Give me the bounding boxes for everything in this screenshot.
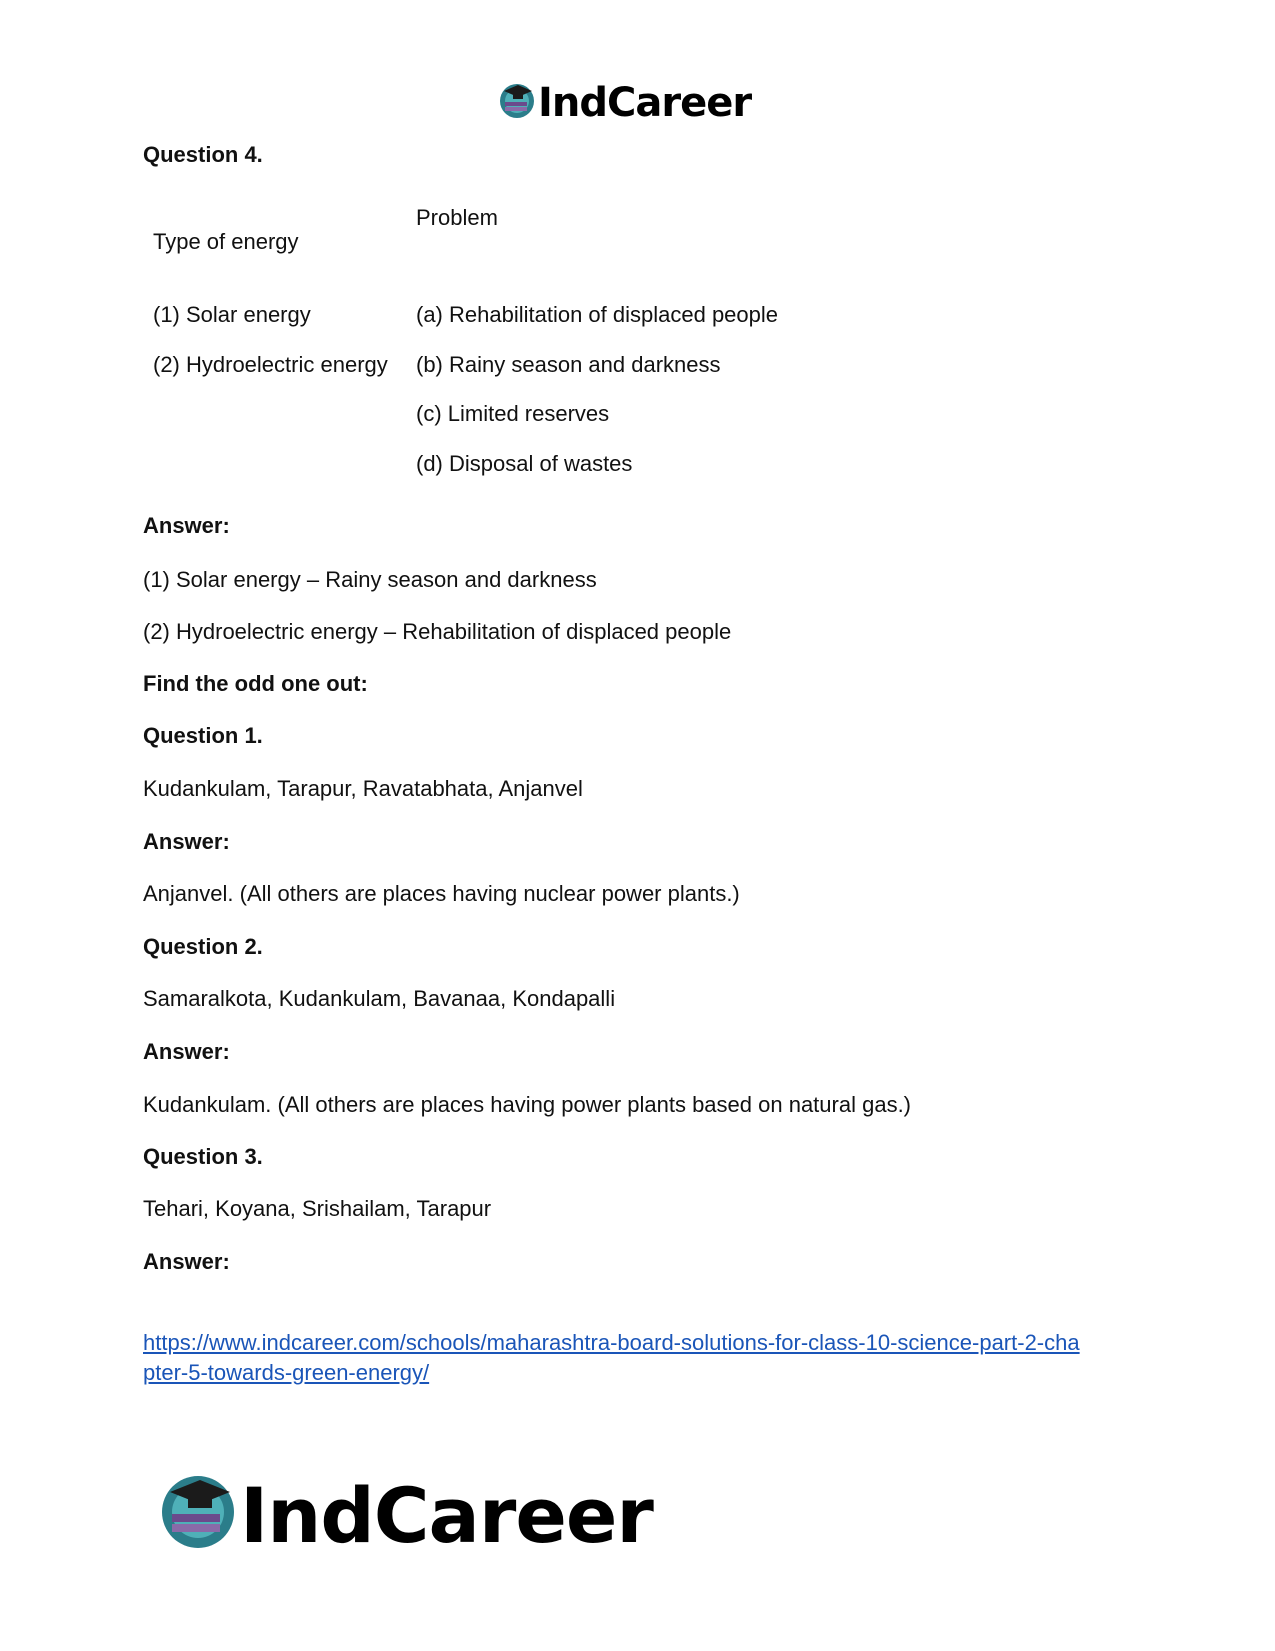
answer-line: (1) Solar energy – Rainy season and darkness	[143, 567, 597, 592]
question-1-heading: Question 1.	[143, 723, 263, 748]
question-4-heading: Question 4.	[143, 142, 263, 167]
problem-item: (a) Rehabilitation of displaced people	[416, 302, 779, 327]
answer-label: Answer:	[143, 1039, 230, 1064]
graduation-cap-icon	[162, 1476, 234, 1548]
brand-name-bottom: IndCareer	[240, 1471, 653, 1558]
question-2-text: Samaralkota, Kudankulam, Bavanaa, Kondapalli	[143, 986, 616, 1011]
question-3-heading: Question 3.	[143, 1144, 263, 1169]
brand-name-top: IndCareer	[538, 80, 752, 126]
source-link-line-1[interactable]: https://www.indcareer.com/schools/maharashtra-board-solutions-for-class-10-science-part-2-cha	[143, 1330, 1080, 1355]
problem-item: (d) Disposal of wastes	[416, 451, 633, 476]
section-heading-odd-one-out: Find the odd one out:	[143, 671, 368, 696]
answer-label: Answer:	[143, 513, 230, 538]
problem-column-header: Problem	[416, 205, 498, 230]
question-1-text: Kudankulam, Tarapur, Ravatabhata, Anjanvel	[143, 776, 583, 801]
question-2-answer: Kudankulam. (All others are places having power plants based on natural gas.)	[143, 1092, 912, 1117]
type-column-header: Type of energy	[153, 229, 299, 254]
problem-item: (b) Rainy season and darkness	[416, 352, 721, 377]
question-1-answer: Anjanvel. (All others are places having nuclear power plants.)	[143, 881, 740, 906]
source-link[interactable]	[143, 1328, 1080, 1388]
question-2-heading: Question 2.	[143, 934, 263, 959]
type-item: (2) Hydroelectric energy	[153, 352, 388, 377]
problem-item: (c) Limited reserves	[416, 401, 610, 426]
indcareer-logo-top	[498, 78, 758, 126]
answer-label: Answer:	[143, 829, 230, 854]
type-item: (1) Solar energy	[153, 302, 311, 327]
answer-label: Answer:	[143, 1249, 230, 1274]
graduation-cap-icon	[500, 84, 534, 118]
answer-line: (2) Hydroelectric energy – Rehabilitation of displaced people	[143, 619, 732, 644]
indcareer-logo-bottom	[160, 1468, 670, 1558]
question-3-text: Tehari, Koyana, Srishailam, Tarapur	[143, 1196, 492, 1221]
source-link-line-2[interactable]: pter-5-towards-green-energy/	[143, 1360, 430, 1385]
